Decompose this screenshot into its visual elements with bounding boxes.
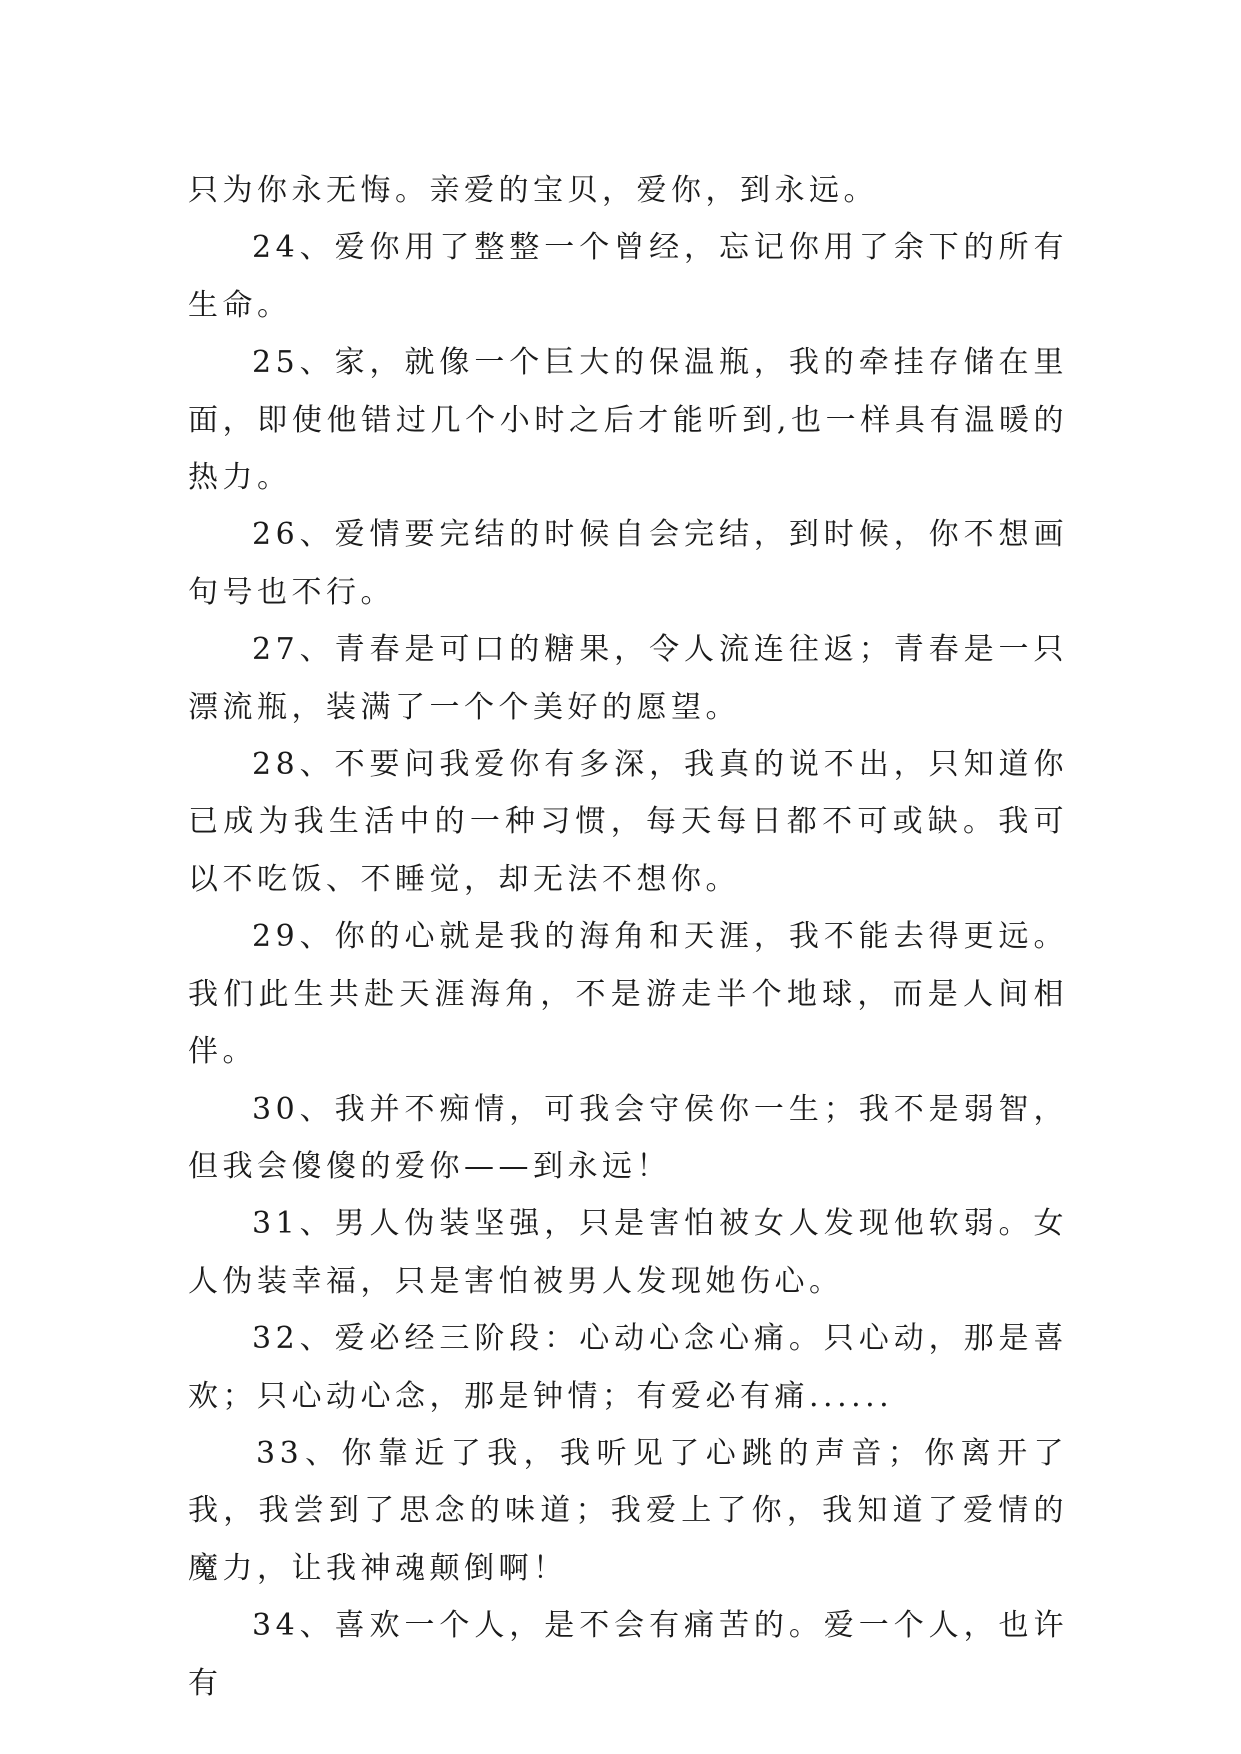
paragraph: 24、爱你用了整整一个曾经，忘记你用了余下的所有生命。: [188, 230, 1068, 323]
paragraph: 30、我并不痴情，可我会守侯你一生；我不是弱智，但我会傻傻的爱你——到永远！: [188, 1091, 1068, 1184]
paragraph: 29、你的心就是我的海角和天涯，我不能去得更远。我们此生共赴天涯海角，不是游走半个地球，而是人间相伴。: [188, 919, 1068, 1070]
paragraph: 只为你永无悔。亲爱的宝贝，爱你，到永远。: [188, 173, 878, 208]
paragraph: 32、爱必经三阶段：心动心念心痛。只心动，那是喜欢；只心动心念，那是钟情；有爱必有痛......: [188, 1321, 1068, 1414]
paragraph: 26、爱情要完结的时候自会完结，到时候，你不想画句号也不行。: [188, 517, 1068, 610]
paragraph: 34、喜欢一个人，是不会有痛苦的。爱一个人，也许有: [188, 1608, 1068, 1701]
document-body: [188, 162, 1068, 1712]
paragraph: 31、男人伪装坚强，只是害怕被女人发现他软弱。女人伪装幸福，只是害怕被男人发现她伤心。: [188, 1206, 1068, 1299]
paragraph: 27、青春是可口的糖果，令人流连往返；青春是一只漂流瓶，装满了一个个美好的愿望。: [188, 632, 1068, 725]
paragraph: 25、家，就像一个巨大的保温瓶，我的牵挂存储在里面，即使他错过几个小时之后才能听到,也一样具有温暖的热力。: [188, 345, 1068, 496]
paragraph: 33、你靠近了我，我听见了心跳的声音；你离开了我，我尝到了思念的味道；我爱上了你，我知道了爱情的魔力，让我神魂颠倒啊！: [188, 1435, 1068, 1586]
paragraph: 28、不要问我爱你有多深，我真的说不出，只知道你已成为我生活中的一种习惯，每天每日都不可或缺。我可以不吃饭、不睡觉，却无法不想你。: [188, 747, 1068, 897]
